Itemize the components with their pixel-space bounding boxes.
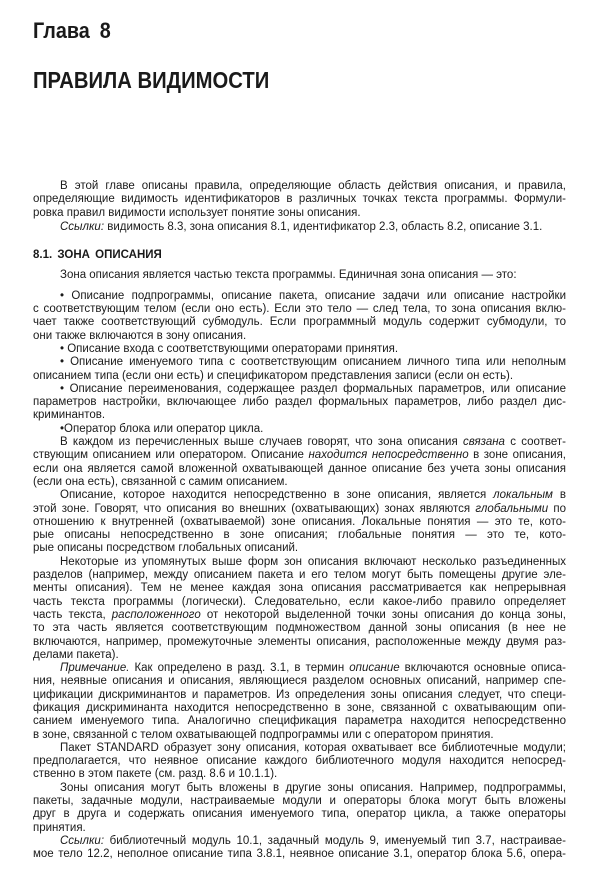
text-line: [33, 269, 566, 282]
text-run: часть текста программы (логически). Следовательно, если какое-либо правило определяет: [33, 595, 566, 608]
list-item: [33, 423, 566, 436]
section-lead: [33, 269, 566, 282]
text-run: по: [548, 502, 566, 515]
text-run: определяющие видимость идентификаторов в различных точках текста программы. Формули-: [33, 193, 566, 206]
text-line: [33, 742, 566, 755]
text-run: включаются, например, промежуточные элементы описания, расположенные между двумя раз-: [33, 635, 566, 648]
text-run: друг в друга и содержать описания именуемого типа, оператор цикла, а также операторы: [33, 808, 566, 821]
text-line: [33, 516, 566, 529]
emphasis-text: расположенного: [111, 608, 201, 621]
text-line: [33, 180, 566, 193]
body-paragraph: [33, 436, 566, 489]
text-run: они также включаются в зону описания.: [33, 329, 247, 342]
text-run: криминантов.: [33, 409, 106, 422]
text-line: [33, 715, 566, 728]
text-run: (если она есть), связанной с самим описанием.: [33, 475, 288, 488]
text-run: ствующим описанием или оператором. Описание: [33, 449, 309, 462]
text-line: [33, 330, 566, 343]
text-run: ровка правил видимости использует понятие зоны описания.: [33, 206, 361, 219]
text-line: [33, 343, 566, 356]
text-run: в зоне описания,: [468, 449, 566, 462]
text-run: разделов (например, между описанием пакета и его телом могут быть помещены другие эле-: [33, 569, 566, 582]
text-line: [33, 636, 566, 649]
list-item: [33, 343, 566, 356]
text-run: мое тело 12.2, неполное описание типа 3.8.1, неявное описание 3.1, оператор блока 5.6, опера-: [33, 848, 566, 861]
text-run: • Описание переименования, содержащее раздел формальных параметров, или описание: [60, 382, 566, 395]
text-run: Зоны описания могут быть вложены в другие зоны описания. Например, подпрограммы,: [60, 781, 566, 794]
text-run: Некоторые из упомянутых выше форм зон описания включают несколько разъединенных: [60, 555, 566, 568]
text-run: санием именуемого типа. Аналогично спецификация параметра находится непосредственно: [33, 715, 566, 728]
text-line: [33, 808, 566, 821]
text-run: видимость 8.3, зона описания 8.1, идентификатор 2.3, область 8.2, описание 3.1.: [104, 220, 543, 233]
text-run: пакеты, задачные модули, настраиваемые модули и операторы блока могут быть вложены: [33, 795, 566, 808]
emphasis-text: описание: [349, 662, 400, 675]
text-line: [33, 622, 566, 635]
text-run: с соответствующим телом (если оно есть). Если это тело — след тела, то зона описания вклю-: [33, 303, 566, 316]
text-line: [33, 463, 566, 476]
text-run: делами пакета).: [33, 648, 119, 661]
bullet-list: [33, 290, 566, 436]
body-paragraph: [33, 556, 566, 662]
text-run: В каждом из перечисленных выше случаев говорят, что зона описания: [60, 436, 463, 449]
text-run: цификации дискриминантов и параметров. Из определения зоны описания следует, что специ-: [33, 688, 566, 701]
text-run: предполагается, что неявное описание каждого библиотечного модуля находится непосред-: [33, 755, 566, 768]
section-heading: 8.1. ЗОНА ОПИСАНИЯ: [33, 249, 162, 262]
text-line: [33, 423, 566, 436]
text-run: • Описание подпрограммы, описание пакета, описание задачи или описание настройки: [60, 289, 566, 302]
text-run: параметров настройки, включающее либо раздел формальных параметров, либо раздел дис-: [33, 396, 566, 409]
text-line: [33, 582, 566, 595]
text-line: [33, 529, 566, 542]
text-line: [33, 662, 566, 675]
text-line: [33, 436, 566, 449]
chapter-label: Глава 8: [33, 18, 111, 43]
text-run: рые описаны непосредственно в зоне описания; глобальные понятия — это те, кото-: [33, 529, 566, 542]
emphasis-text: глобальными: [475, 502, 549, 515]
text-line: [33, 689, 566, 702]
text-line: [33, 755, 566, 768]
text-line: [33, 221, 566, 234]
text-line: [33, 316, 566, 329]
text-line: [33, 476, 566, 489]
body-paragraph: [33, 489, 566, 555]
text-run: принятия.: [33, 821, 86, 834]
text-line: [33, 356, 566, 369]
text-line: [33, 489, 566, 502]
text-line: [33, 848, 566, 861]
text-line: [33, 556, 566, 569]
text-run: включаются основные описа-: [399, 662, 566, 675]
text-run: этой зоне. Говорят, что описания во внешних (охватывающих) зонах являются: [33, 502, 476, 515]
text-line: [33, 609, 566, 622]
list-item: [33, 290, 566, 343]
text-run: В этой главе описаны правила, определяющие область действия описания, и правила,: [60, 180, 566, 192]
text-run: менты описания). Тем не менее каждая зона описания рассматривается как непрерывная: [33, 582, 566, 595]
text-run: в: [552, 489, 566, 502]
list-item: [33, 356, 566, 383]
text-run: отношению к внутренней (охватываемой) зоне описания. Локальные понятия — это те, кото-: [33, 515, 566, 528]
text-line: [33, 303, 566, 316]
text-line: [33, 370, 566, 383]
text-run: • Описание именуемого типа с соответствующим описанием личного типа или неполным: [60, 356, 566, 369]
text-run: Как определено в разд. 3.1, в термин: [129, 662, 350, 675]
text-run: ственно в этом пакете (см. разд. 8.6 и 10.1.1).: [33, 768, 278, 781]
text-run: ния, неявные описания и описания, являющиеся разделом основных описаний, например спе-: [33, 675, 566, 688]
text-line: [33, 542, 566, 555]
text-line: [33, 383, 566, 396]
text-line: [33, 795, 566, 808]
text-run: если она является самой вложенной охватывающей данное описание без учета зоны описания: [33, 462, 566, 475]
text-line: [33, 729, 566, 742]
text-line: [33, 396, 566, 409]
emphasis-text: локальным: [493, 489, 553, 502]
text-run: то эта часть является соответствующим подмножеством данной зоны описания (в нее не: [33, 622, 566, 635]
text-run: • Описание входа с соответствующими операторами принятия.: [60, 342, 399, 355]
chapter-title: ПРАВИЛА ВИДИМОСТИ: [33, 67, 270, 93]
body-paragraph: [33, 782, 566, 835]
text-run: Зона описания является частью текста программы. Единичная зона описания — это:: [60, 269, 517, 282]
text-line: [33, 409, 566, 422]
text-line: [33, 290, 566, 303]
emphasis-text: Ссылки:: [60, 220, 105, 233]
text-line: [33, 649, 566, 662]
intro-paragraph: [33, 180, 566, 220]
text-line: [33, 569, 566, 582]
text-run: фикация дискриминанта находится непосредственно в зоне, связанной с охватывающим опи-: [33, 701, 566, 714]
text-line: [33, 675, 566, 688]
text-run: Пакет STANDARD образует зону описания, которая охватывает все библиотечные модули;: [60, 741, 566, 754]
emphasis-text: находится непосредственно: [308, 449, 469, 462]
text-line: [33, 596, 566, 609]
text-line: [33, 449, 566, 462]
text-line: [33, 822, 566, 835]
section-references: [33, 835, 566, 862]
emphasis-text: связана: [462, 436, 505, 449]
emphasis-text: Ссылки:: [60, 834, 105, 847]
note-paragraph: [33, 662, 566, 742]
text-run: Описание, которое находится непосредственно в зоне описания, является: [60, 489, 494, 502]
text-run: описанием типа (если они есть) и спецификатором представления записи (если он есть).: [33, 369, 514, 382]
text-line: [33, 503, 566, 516]
text-run: от некоторой выделенной точки зоны описания до конца зоны,: [200, 608, 566, 621]
intro-references: [33, 221, 566, 234]
text-run: с соответ-: [504, 436, 566, 449]
text-run: в зоне, связанной с телом охватывающей подпрограммы или с оператором принятия.: [33, 728, 494, 741]
text-line: [33, 193, 566, 206]
body-paragraph: [33, 742, 566, 782]
page-body: [33, 180, 566, 862]
text-run: рые описаны посредством глобальных описаний.: [33, 542, 299, 555]
text-line: [33, 207, 566, 220]
text-line: [33, 768, 566, 781]
text-run: •Оператор блока или оператор цикла.: [60, 422, 264, 435]
list-item: [33, 383, 566, 423]
text-run: чает также соответствующий субмодуль. Если программный модуль содержит субмодули, то: [33, 316, 566, 329]
text-run: библиотечный модуль 10.1, задачный модуль 9, именуемый тип 3.7, настраивае-: [104, 834, 566, 847]
text-run: часть текста,: [33, 608, 112, 621]
text-line: [33, 782, 566, 795]
emphasis-text: Примечание.: [60, 662, 130, 675]
text-line: [33, 835, 566, 848]
text-line: [33, 702, 566, 715]
